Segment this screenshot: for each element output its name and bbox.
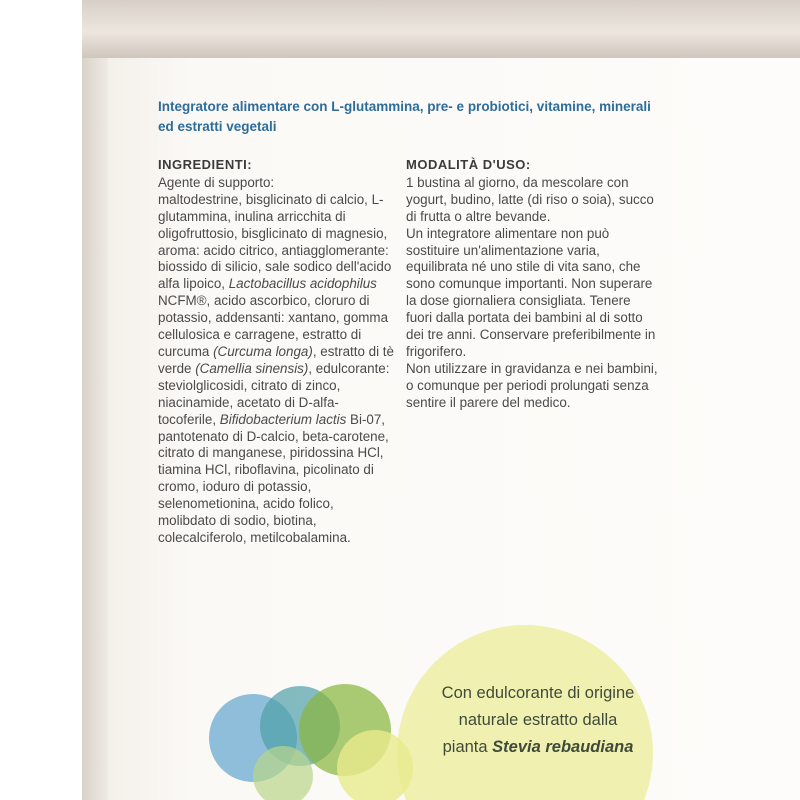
stevia-claim [398, 680, 678, 761]
usage-paragraph-1: 1 bustina al giorno, da mescolare con yogurt, budino, latte (di riso o soia), succo di frutta o altre bevande. [406, 174, 654, 224]
usage-title: MODALITÀ D'USO: [406, 157, 531, 172]
ingredients-intro: Agente di supporto: [158, 174, 275, 190]
ingredient-curcuma: (Curcuma longa) [213, 343, 313, 359]
ingredients-title: INGREDIENTI: [158, 157, 253, 172]
stevia-plant-name: Stevia rebaudiana [492, 738, 634, 756]
usage-section [406, 157, 660, 412]
stevia-line3-prefix: pianta [442, 738, 493, 756]
stevia-line1: Con edulcorante di origine [441, 684, 635, 702]
ingredients-seg4: , edulcorante: steviolglicosidi, citrato di zinco, niacinamide, acetato di D-alfa-tocoferile, [158, 360, 390, 427]
ingredients-seg3: , estratto di tè verde [158, 343, 394, 376]
product-description-line2: ed estratti vegetali [158, 119, 277, 134]
product-description-line1: Integratore alimentare con L-glutammina, pre- e probiotici, vitamine, minerali [158, 99, 651, 114]
ingredients-seg2: NCFM®, acido ascorbico, cloruro di potassio, addensanti: xantano, gomma cellulosica e carragene, estratto di curcuma [158, 293, 389, 359]
box-top-flap [82, 0, 800, 59]
ingredients-section [158, 157, 394, 547]
ingredients-seg5: Bi-07, pantotenato di D-calcio, beta-carotene, citrato di manganese, piridossina HCl, tiamina HCl, riboflavina, picolinato di cromo, ioduro di potassio, selenometionina, acido folico, molibdato di sodio, biotina, colecalciferolo, metilcobalamina. [158, 411, 389, 545]
usage-paragraph-2: Un integratore alimentare non può sostituire un'alimentazione varia, equilibrata né uno stile di vita sano, che sono comunque importanti. Non superare la dose giornaliera consigliata. Tenere fuori dalla portata dei bambini al di sotto dei tre anni. Conservare preferibilmente in frigorifero. [406, 225, 656, 359]
ingredient-bifidobacterium: Bifidobacterium lactis [219, 411, 347, 427]
ingredient-lactobacillus: Lactobacillus acidophilus [228, 276, 377, 292]
usage-paragraph-3: Non utilizzare in gravidanza e nei bambini, o comunque per periodi prolungati senza sentire il parere del medico. [406, 360, 658, 410]
stevia-line3 [398, 734, 678, 761]
ingredients-list [158, 192, 394, 547]
product-description [158, 97, 718, 137]
box-left-edge [82, 58, 108, 800]
ingredient-camellia: (Camellia sinensis) [195, 360, 309, 376]
ingredients-seg1: maltodestrine, bisglicinato di calcio, L-glutammina, inulina arricchita di oligofruttosio, bisglicinato di magnesio, aroma: acido citrico, antiagglomerante: biossido di silicio, sale sodico dell'acido alfa lipoico, [158, 191, 392, 292]
stevia-line2: naturale estratto dalla [458, 711, 618, 729]
